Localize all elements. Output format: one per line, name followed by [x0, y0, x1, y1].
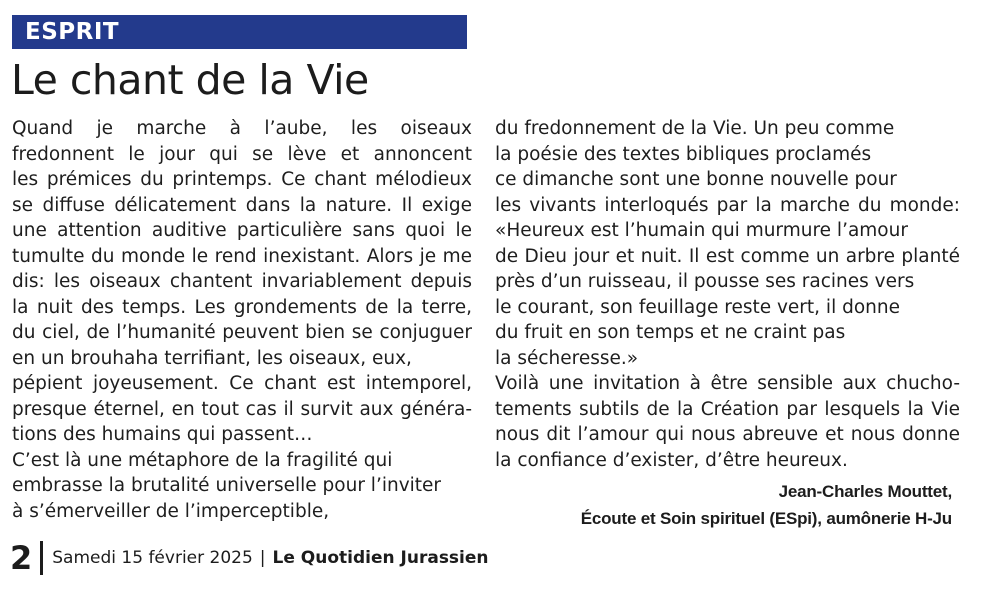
page-footer	[10, 538, 489, 578]
text-line: de Dieu jour et nuit. Il est comme un arbre planté	[495, 245, 960, 267]
signature	[581, 478, 952, 532]
text-line: tions des humains qui passent…	[12, 424, 313, 445]
text-line: tements subtils de la Création par lesquels la Vie	[495, 398, 960, 420]
article-column-left	[12, 116, 472, 524]
text-line: Voilà une invitation à être sensible aux chucho-	[495, 373, 960, 394]
text-line: nous dit l’amour qui nous abreuve et nous donne	[495, 424, 960, 445]
text-line: le courant, son feuillage reste vert, il donne	[495, 296, 900, 318]
text-line: Quand je marche à l’aube, les oiseaux	[12, 118, 472, 139]
text-line: embrasse la brutalité universelle pour l’inviter	[12, 475, 442, 496]
article-column-right	[495, 116, 960, 473]
text-line: «Heureux est l’humain qui murmure l’amour	[495, 220, 908, 241]
text-line: presque éternel, en tout cas il survit aux généra-	[12, 398, 472, 420]
signature-author: Jean-Charles Mouttet,	[778, 482, 952, 501]
text-line: en un brouhaha terrifiant, les oiseaux, eux,	[12, 347, 412, 369]
text-line: les vivants interloqués par la marche du monde:	[495, 194, 960, 216]
text-line: du fruit en son temps et ne craint pas	[495, 322, 846, 343]
text-line: la poésie des textes bibliques proclamés	[495, 143, 872, 165]
text-line: à s’émerveiller de l’imperceptible,	[12, 500, 330, 522]
text-line: une attention auditive particulière sans quoi le	[12, 220, 472, 241]
text-line: près d’un ruisseau, il pousse ses racines vers	[495, 271, 915, 292]
text-line: du ciel, de l’humanité peuvent bien se conjuguer	[12, 322, 472, 343]
text-line: fredonnent le jour qui se lève et annoncent	[12, 143, 472, 165]
footer-separator: |	[259, 548, 266, 568]
text-line: se diffuse délicatement dans la nature. Il exige	[12, 194, 472, 216]
text-line: C’est là une métaphore de la fragilité qui	[12, 449, 393, 471]
newspaper-name: Le Quotidien Jurassien	[272, 548, 489, 568]
text-line: la sécheresse.»	[495, 347, 639, 369]
signature-affiliation: Écoute et Soin spirituel (ESpi), aumônerie H-Ju	[580, 509, 952, 528]
text-line: du fredonnement de la Vie. Un peu comme	[495, 118, 895, 139]
text-line: ce dimanche sont une bonne nouvelle pour	[495, 169, 897, 190]
text-line: la confiance d’exister, d’être heureux.	[495, 449, 848, 471]
text-line: tumulte du monde le rend inexistant. Alors je me	[12, 245, 472, 267]
section-rubric: ESPRIT	[12, 15, 467, 49]
text-line: pépient joyeusement. Ce chant est intemporel,	[12, 373, 472, 394]
text-line: les prémices du printemps. Ce chant mélodieux	[12, 169, 472, 190]
publication-date: Samedi 15 février 2025	[52, 548, 253, 568]
article-title: Le chant de la Vie	[11, 56, 369, 104]
text-line: la nuit des temps. Les grondements de la terre,	[12, 296, 472, 318]
page-number: 2	[10, 539, 33, 577]
text-line: dis: les oiseaux chantent invariablement depuis	[12, 271, 472, 292]
footer-divider	[40, 541, 43, 575]
